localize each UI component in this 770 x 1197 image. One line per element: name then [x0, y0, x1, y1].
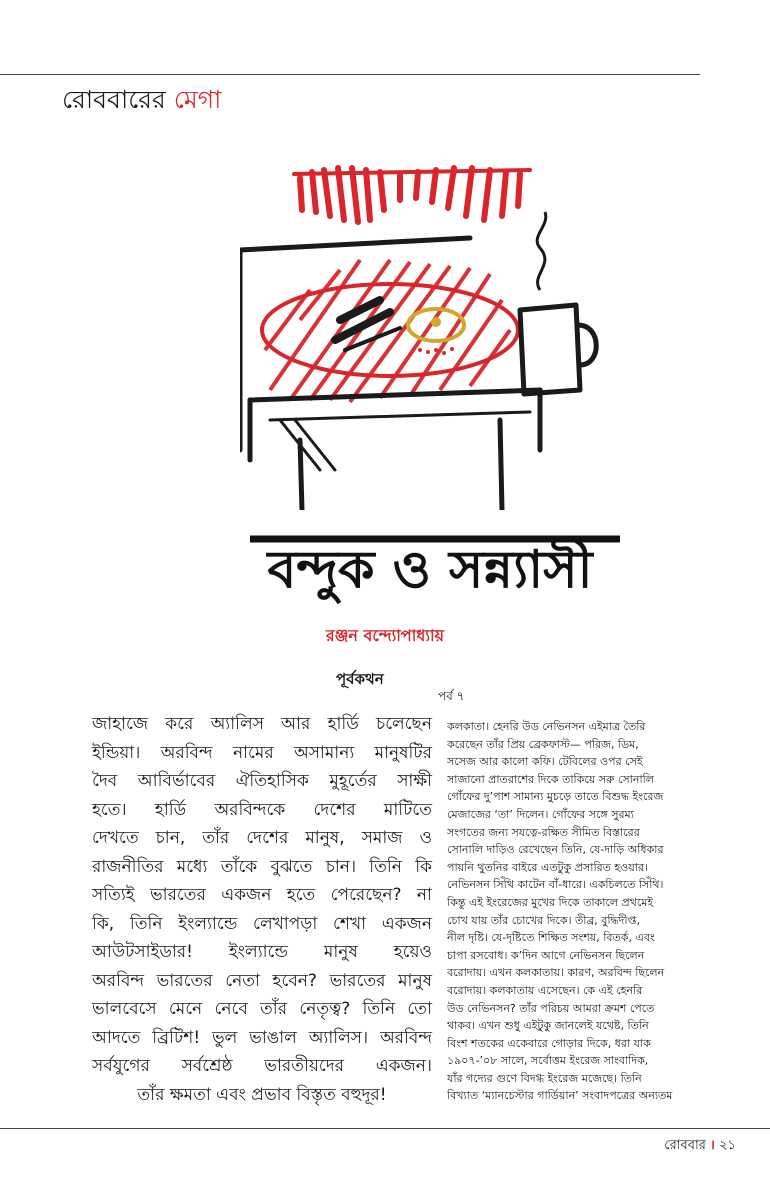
story-line: নীল দৃষ্টি। যে-দৃষ্টিতে শিক্ষিত সংশয়, বিতর্ক, এবং [447, 931, 655, 945]
story-line: বিংশ শতকের একেবারে গোড়ার দিকে, ধরা যাক [447, 1036, 651, 1050]
story-body [447, 718, 693, 1105]
story-line: কিন্তু এই ইংরেজের মুখের দিকে তাকালে প্রথমেই [447, 895, 654, 909]
preface-line: সত্যিই ভারতের একজন হতে পেরেছেন? না [92, 885, 432, 905]
author-name: রঞ্জন বন্দ্যোপাধ্যায় [325, 626, 445, 645]
preface-line: রাজনীতির মধ্যে তাঁকে বুঝতে চান। তিনি কি [92, 856, 432, 877]
preface-line: দেখতে চান, তাঁর দেশের মানুষ, সমাজ ও [92, 828, 432, 848]
story-line: মেজাজের ‘তা’ দিলেন। গোঁফের সঙ্গে সুরম্য [447, 807, 634, 821]
story-line: সোনালি দাড়িও রেখেছেন তিনি, যে-দাড়ি অধিকার [447, 843, 664, 857]
preface-line: কি, তিনি ইংল্যান্ডে লেখাপড়া শেখা একজন [92, 913, 432, 934]
preface-line: অরবিন্দ ভারতের নেতা হবেন? ভারতের মানুষ [92, 970, 432, 991]
section-header-highlight: মেগা [173, 85, 222, 114]
preface-line: সর্বযুগের সর্বশ্রেষ্ঠ ভারতীয়দের একজন। [92, 1056, 432, 1076]
preface-heading: পূর্বকথন [336, 670, 384, 688]
preface-line: ইন্ডিয়া। অরবিন্দ নামের অসামান্য মানুষটির [92, 742, 432, 763]
story-line: গোঁফের দু’পাশ সামান্য মুচড়ে তাতে বিশুদ্ধ ইংরেজ [447, 790, 664, 804]
story-line: কলকাতা। হেনরি উড নেভিনসন এইমাত্র তৈরি [447, 720, 646, 733]
preface-line: আউটসাইডার! ইংল্যান্ডে মানুষ হয়েও [92, 942, 432, 962]
story-line: ১৯০৭-’০৮ সালে, সর্বোত্তম ইংরেজ সাংবাদিক, [447, 1054, 649, 1068]
preface-line: আদতে ব্রিটিশ! ভুল ভাঙাল অ্যালিস। অরবিন্দ [92, 1027, 432, 1048]
story-line: চোখ যায় তাঁর চোখের দিকে। তীব্র, বুদ্ধিদীপ্ত, [447, 913, 641, 927]
episode-label: পর্ব ৭ [438, 689, 465, 703]
bottom-rule [0, 1128, 770, 1129]
preface-line: জাহাজে করে অ্যালিস আর হার্ডি চলেছেন [92, 714, 432, 734]
preface-line: হতে। হার্ডি অরবিন্দকে দেশের মাটিতে [92, 799, 432, 820]
title-art [230, 505, 630, 610]
preface-body [92, 710, 432, 1109]
story-line: থাকব। এখন শুধু এইটুকু জানলেই যথেষ্ট, তিনি [447, 1019, 649, 1033]
story-line: যাঁর গদ্যের গুণে বিদগ্ধ ইংরেজ মজেছে। তিনি [447, 1071, 642, 1085]
preface-line: তাঁর ক্ষমতা এবং প্রভাব বিস্তৃত বহুদূর! [137, 1084, 387, 1105]
story-line: বরোদায়। কলকাতায় এসেছেন। কে এই হেনরি [447, 983, 643, 997]
section-header-text: রোববারের [62, 85, 174, 114]
story-line: সাজানো প্রাতরাশের দিকে তাকিয়ে সরু সোনালি [447, 772, 654, 786]
story-line: বিখ্যাত ‘ম্যানচেস্টার গার্ডিয়ান’ সংবাদপত্রের অন্যতম [447, 1089, 673, 1103]
preface-line: দৈব আবির্ভাবের ঐতিহাসিক মুহূর্তের সাক্ষী [92, 771, 432, 791]
story-line: বরোদায়। এখন কলকাতায়। কারণ, অরবিন্দ ছিলেন [447, 966, 665, 980]
footer-separator: । [710, 1138, 715, 1153]
story-line: সংগতের জন্য সযত্নে-রক্ষিত সীমিত বিস্তারের [447, 825, 640, 839]
story-line: চাপা রসবোধ। ক’দিন আগে নেভিনসন ছিলেন [447, 948, 645, 962]
story-line: উড নেভিনসন? তাঁর পরিচয় আমরা ক্রমশ পেতে [447, 1001, 655, 1015]
story-line: পায়নি থুতনির বাইরে এতটুকু প্রসারিত হওয়ার। [447, 860, 648, 874]
footer-label: রোববার [664, 1138, 706, 1153]
section-header [62, 80, 221, 123]
preface-line: ভালবেসে মেনে নেবে তাঁর নেতৃত্ব? তিনি তো [92, 999, 432, 1019]
page-number: ২১ [719, 1138, 736, 1153]
story-line: নেভিনসন সিঁথি কাটেন বাঁ-ধারে। একচিলতে সিঁথি। [447, 878, 664, 892]
top-rule [0, 74, 700, 75]
title-text: বন্দুক ও সন্ন্যাসী [267, 540, 593, 600]
story-line: সসেজ আর কালো কফি। টেবিলের ওপর সেই [447, 755, 643, 769]
breakfast-table-illustration [240, 150, 610, 510]
story-line: করেছেন তাঁর প্রিয় ব্রেকফাস্ট— পরিজ, ডিম, [447, 737, 639, 751]
page-footer [664, 1135, 736, 1157]
